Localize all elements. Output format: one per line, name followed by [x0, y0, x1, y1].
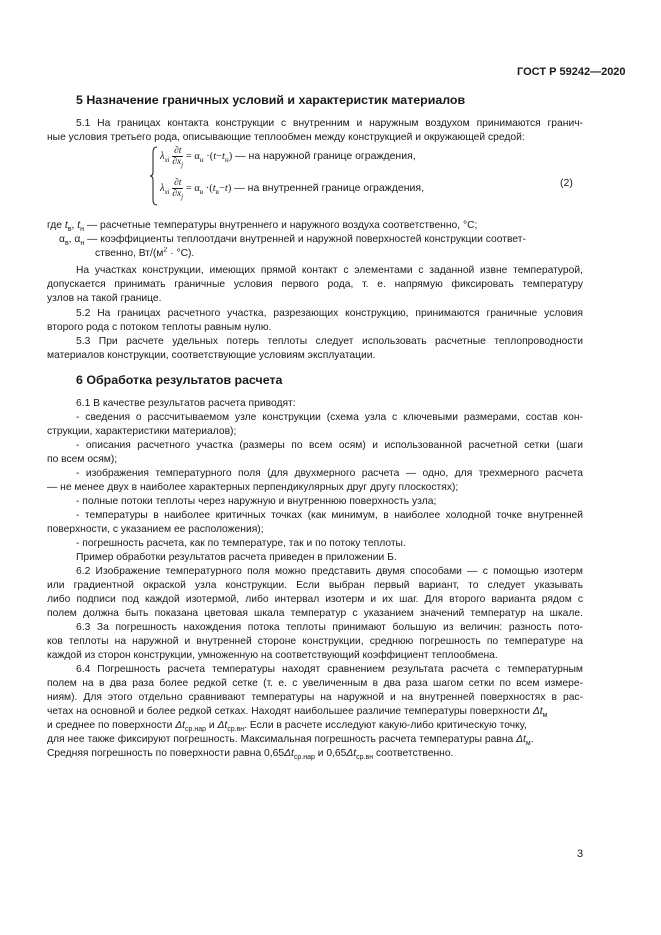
s6-line: ниям). Для этого отдельно сравнивают температуры на наружной и на внутренней поверхностях в рас- — [47, 692, 583, 703]
s6-line: - описания расчетного участка (размеры по всем осям) и использованной расчетной сетки (шаги — [76, 440, 583, 451]
p-contact-line-1: На участках конструкции, имеющих прямой контакт с элементами с заданной извне температурой, — [76, 265, 583, 276]
s6-line: по всем осям); — [47, 454, 118, 465]
p51-line-2: ные условия третьего рода, описывающие теплообмен между конструкцией и окружающей средой: — [47, 132, 525, 143]
s6-line: - погрешность расчета, как по температуре, так и по потоку теплоты. — [76, 538, 406, 549]
s6-line: или градиентной окраской узла конструкции. Если выбран первый вариант, то следует указывать — [47, 580, 583, 591]
formula-line-outer: $\lambda_{xi}$ $\frac{\partial t}{\partial x_j}$ = $\alpha_н \cdot(t-t_н)$ — на наружной границе ограждения, — [160, 146, 416, 169]
s6-line: Средняя погрешность по поверхности равна $0,65\Delta t_{ср.нар}$ и $0,65\Delta t_{ср.вн}$ соответственно. — [47, 748, 454, 761]
page-number: 3 — [577, 848, 584, 860]
s6-line: для нее также фиксируют погрешность. Максимальная погрешность расчета температуры равна $\Delta t_м$. — [47, 734, 534, 747]
s6-line: - температуры в наиболее критичных точках (как минимум, в наиболее холодной точке внутренней — [76, 510, 583, 521]
s6-line: — не менее двух в наиболее характерных перпендикулярных друг другу плоскостях); — [47, 482, 459, 493]
p52-line-2: второго рода с потоком теплоты равным нулю. — [47, 322, 272, 333]
where-line-1: где $t_в$, $t_н$ — расчетные температуры внутреннего и наружного воздуха соответственно, °С; — [47, 220, 478, 233]
p52-line-1: 5.2 На границах расчетного участка, разрезающих конструкцию, принимаются граничные условия — [76, 308, 583, 319]
p-contact-line-2: допускается принимать граничные условия первого рода, т. е. напрямую фиксировать температуру — [47, 279, 583, 290]
s6-line: - полные потоки теплоты через наружную и внутреннюю поверхность узла; — [76, 496, 437, 507]
s6-line: полем на в два раза более редкой сетке (т. е. с увеличенным в два раза шагом сетки по всем измере- — [47, 678, 583, 689]
s6-line: каждой из сторон конструкции, умноженную на соответствующий коэффициент теплообмена. — [47, 650, 498, 661]
s6-line: и среднее по поверхности $\Delta t_{ср.нар}$ и $\Delta t_{ср.вн}$. Если в расчете исследуют какую-либо критическую точку, — [47, 720, 527, 733]
left-brace — [150, 146, 158, 206]
s6-line: Пример обработки результатов расчета приведен в приложении Б. — [76, 552, 397, 563]
s6-line: 6.2 Изображение температурного поля можно представить двумя способами — с помощью изотерм — [76, 566, 583, 577]
s6-line: 6.4 Погрешность расчета температуры находят сравнением результата расчета с температурным — [76, 664, 583, 675]
s6-line: - сведения о рассчитываемом узле конструкции (схема узла с ключевыми размерами, состав кон- — [76, 412, 583, 423]
p51-line-1: 5.1 На границах контакта конструкции с внутренним и наружным воздухом принимаются гранич- — [76, 118, 583, 129]
s6-line: поверхности, с указанием ее расположения); — [47, 524, 264, 535]
p-contact-line-3: узлов на такой границе. — [47, 293, 162, 304]
s6-line: 6.1 В качестве результатов расчета приводят: — [76, 398, 296, 409]
s6-line: 6.3 За погрешность нахождения потока теплоты принимают большую из величин: разность пото- — [76, 622, 583, 633]
s6-line: ков теплоты на наружной и внутренней стороне конструкции, среднюю погрешность по температуре на — [47, 636, 583, 647]
where-line-2: $\alpha_в$, $\alpha_н$ — коэффициенты теплоотдачи внутренней и наружной поверхностей конструкции соответ- — [59, 234, 526, 247]
p53-line-1: 5.3 При расчете удельных потерь теплоты следует использовать расчетные теплопроводности — [76, 336, 583, 347]
formula-number: (2) — [560, 177, 573, 189]
section-6-title: 6 Обработка результатов расчета — [76, 373, 283, 387]
section-5-title: 5 Назначение граничных условий и характеристик материалов — [76, 93, 466, 107]
s6-line: струкции, характеристики материалов); — [47, 426, 237, 437]
p53-line-2: материалов конструкции, соответствующие условиям эксплуатации. — [47, 350, 376, 361]
formula-line-inner: $\lambda_{xi}$ $\frac{\partial t}{\partial x_j}$ = $\alpha_в \cdot(t_в-t)$ — на внутренней границе ограждения, — [160, 178, 424, 201]
s6-line: либо подписи под каждой изотермой, либо интервал изотерм и их шаг. Для второго варианта рядом с — [47, 594, 583, 605]
s6-line: полем должна быть показана цветовая шкала температур с указанием значений температур на шкале. — [47, 608, 583, 619]
where-line-3: ственно, $Вт/(м^2 \cdot ^\circ С)$. — [95, 247, 195, 259]
s6-line: - изображения температурного поля (для двухмерного расчета — одно, для трехмерного расчета — [76, 468, 583, 479]
s6-line: четах на основной и более редкой сетках. Находят наибольшее различие температуры поверхности $\Delta t_м$ — [47, 706, 548, 719]
document-standard-header: ГОСТ Р 59242—2020 — [517, 66, 626, 78]
